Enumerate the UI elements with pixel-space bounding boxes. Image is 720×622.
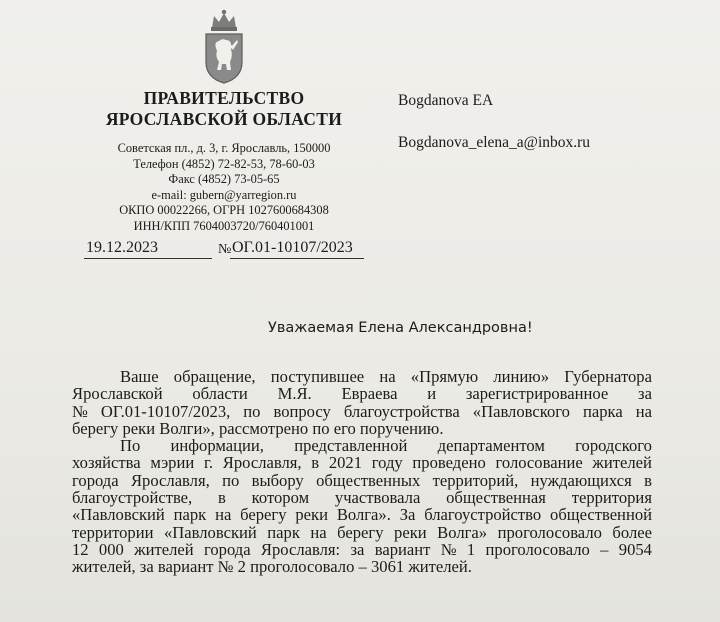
inn-line: ИНН/КПП 7604003720/760401001 <box>133 218 315 233</box>
body-line: жителей, за вариант № 2 проголосовало – 3061 жителей. <box>72 557 472 577</box>
registration-number: ОГ.01-10107/2023 <box>232 239 353 256</box>
number-underline <box>230 258 364 259</box>
body-line: 12 000 жителей города Ярославля: за вариант № 1 проголосовало – 9054 <box>72 539 652 559</box>
letter-body <box>72 368 652 576</box>
body-line: «Павловский парк на берегу реки Волга». За благоустройство общественной <box>72 505 652 525</box>
government-title <box>98 88 350 130</box>
contact-block <box>90 141 358 235</box>
recipient-email: Bogdanova_elena_a@inbox.ru <box>398 134 591 151</box>
body-line: благоустройстве, в котором участвовала общественная территория <box>72 488 652 508</box>
address-line: Советская пл., д. 3, г. Ярославль, 150000 <box>117 141 331 155</box>
number-sign: № <box>218 242 232 257</box>
body-line: хозяйства мэрии г. Ярославля, в 2021 году проведено голосование жителей <box>72 453 652 473</box>
body-line: По информации, представленной департаментом городского <box>120 436 652 456</box>
fax-line: Факс (4852) 73-05-65 <box>168 172 280 187</box>
body-line: Ваше обращение, поступившее на «Прямую линию» Губернатора <box>120 367 652 386</box>
email-line: e-mail: gubern@yarregion.ru <box>151 187 297 202</box>
date-underline <box>84 258 212 259</box>
recipient-name: Bogdanova EA <box>398 92 494 109</box>
body-line: территории «Павловский парк на берегу реки Волга» проголосовало более <box>72 522 652 542</box>
gov-title-line2: ЯРОСЛАВСКОЙ ОБЛАСТИ <box>105 109 343 129</box>
gov-title-line1: ПРАВИТЕЛЬСТВО <box>143 88 305 108</box>
body-line: берегу реки Волги», рассмотрено по его поручению. <box>72 418 444 438</box>
body-line: № ОГ.01-10107/2023, по вопросу благоустройства «Павловского парка на <box>72 401 652 421</box>
registration-date: 19.12.2023 <box>86 239 158 256</box>
salutation: Уважаемая Елена Александровна! <box>268 320 533 336</box>
body-line: города Ярославля, по выбору общественных территорий, нуждающихся в <box>72 470 652 490</box>
phone-line: Телефон (4852) 72-82-53, 78-60-03 <box>133 156 315 171</box>
okpo-line: ОКПО 00022266, ОГРН 1027600684308 <box>119 203 329 218</box>
yaroslavl-coat-of-arms-icon <box>200 4 248 84</box>
body-line: Ярославской области М.Я. Евраева и зарегистрированное за <box>72 384 652 404</box>
